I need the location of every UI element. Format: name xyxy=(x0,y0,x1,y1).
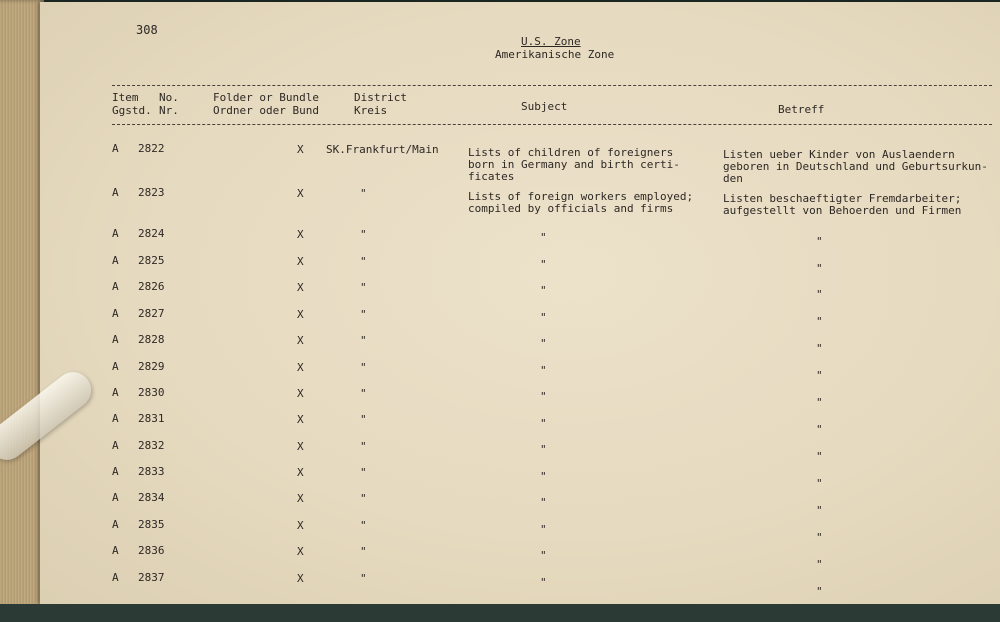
row-betreff: Listen ueber Kinder von Auslaendern geboren in Deutschland und Geburtsurkun- den xyxy=(723,148,988,185)
row-bundle-mark: X xyxy=(297,361,304,374)
header-district: District Kreis xyxy=(354,91,407,117)
row-bundle-mark: X xyxy=(297,143,304,156)
row-subject-ditto: " xyxy=(540,549,547,562)
row-subject: Lists of children of foreigners born in Germany and birth certi- ficates xyxy=(468,146,680,183)
row-number: 2824 xyxy=(138,227,165,240)
row-betreff-ditto: " xyxy=(816,369,823,382)
row-number: 2826 xyxy=(138,280,165,293)
zone-subtitle: Amerikanische Zone xyxy=(495,48,615,61)
row-district-ditto: " xyxy=(360,281,367,294)
row-number: 2832 xyxy=(138,439,165,452)
row-item: A xyxy=(112,465,119,478)
row-district-ditto: " xyxy=(360,466,367,479)
row-district-ditto: " xyxy=(360,334,367,347)
row-item: A xyxy=(112,307,119,320)
row-betreff-ditto: " xyxy=(816,504,823,517)
row-number: 2833 xyxy=(138,465,165,478)
row-bundle-mark: X xyxy=(297,308,304,321)
row-item: A xyxy=(112,142,119,155)
row-number: 2825 xyxy=(138,254,165,267)
row-subject-ditto: " xyxy=(540,337,547,350)
header-betreff: Betreff xyxy=(778,103,825,116)
row-betreff-ditto: " xyxy=(816,342,823,355)
row-subject-ditto: " xyxy=(540,231,547,244)
row-subject-ditto: " xyxy=(540,311,547,324)
row-bundle-mark: X xyxy=(297,255,304,268)
row-bundle-mark: X xyxy=(297,466,304,479)
row-item: A xyxy=(112,360,119,373)
row-subject-ditto: " xyxy=(540,523,547,536)
row-bundle-mark: X xyxy=(297,281,304,294)
row-betreff-ditto: " xyxy=(816,288,823,301)
row-item: A xyxy=(112,439,119,452)
row-subject-ditto: " xyxy=(540,284,547,297)
zone-title: U.S. Zone xyxy=(521,35,581,48)
row-item: A xyxy=(112,333,119,346)
row-district-ditto: " xyxy=(360,413,367,426)
row-number: 2827 xyxy=(138,307,165,320)
row-bundle-mark: X xyxy=(297,187,304,200)
row-number: 2830 xyxy=(138,386,165,399)
row-number: 2829 xyxy=(138,360,165,373)
row-subject-ditto: " xyxy=(540,417,547,430)
row-district-ditto: " xyxy=(360,492,367,505)
row-betreff-ditto: " xyxy=(816,585,823,598)
row-subject: Lists of foreign workers employed; compiled by officials and firms xyxy=(468,190,694,215)
row-item: A xyxy=(112,518,119,531)
row-item: A xyxy=(112,186,119,199)
row-subject-ditto: " xyxy=(540,390,547,403)
header-item: Item Ggstd. xyxy=(112,91,152,117)
header-top-rule xyxy=(112,85,992,86)
row-district-ditto: " xyxy=(360,545,367,558)
row-item: A xyxy=(112,491,119,504)
row-district-ditto: " xyxy=(360,361,367,374)
page-number: 308 xyxy=(136,23,158,37)
row-bundle-mark: X xyxy=(297,492,304,505)
ledger-sheet xyxy=(40,2,1000,604)
row-betreff: Listen beschaeftigter Fremdarbeiter; aufgestellt von Behoerden und Firmen xyxy=(723,192,962,217)
row-betreff-ditto: " xyxy=(816,450,823,463)
row-district-ditto: " xyxy=(360,440,367,453)
row-subject-ditto: " xyxy=(540,364,547,377)
row-item: A xyxy=(112,412,119,425)
row-item: A xyxy=(112,254,119,267)
row-item: A xyxy=(112,280,119,293)
row-bundle-mark: X xyxy=(297,519,304,532)
row-number: 2822 xyxy=(138,142,165,155)
row-betreff-ditto: " xyxy=(816,235,823,248)
row-bundle-mark: X xyxy=(297,334,304,347)
row-district-ditto: " xyxy=(360,572,367,585)
row-subject-ditto: " xyxy=(540,470,547,483)
row-betreff-ditto: " xyxy=(816,531,823,544)
row-item: A xyxy=(112,227,119,240)
header-no: No. Nr. xyxy=(159,91,179,117)
row-number: 2835 xyxy=(138,518,165,531)
row-subject-ditto: " xyxy=(540,496,547,509)
header-folder-bundle: Folder or Bundle Ordner oder Bund xyxy=(213,91,319,117)
row-number: 2828 xyxy=(138,333,165,346)
row-betreff-ditto: " xyxy=(816,315,823,328)
row-betreff-ditto: " xyxy=(816,558,823,571)
row-item: A xyxy=(112,386,119,399)
row-district-ditto: " xyxy=(360,308,367,321)
row-number: 2834 xyxy=(138,491,165,504)
book-page-edges xyxy=(0,0,44,622)
row-betreff-ditto: " xyxy=(816,423,823,436)
header-bottom-rule xyxy=(112,124,992,125)
header-subject: Subject xyxy=(521,100,568,113)
row-bundle-mark: X xyxy=(297,440,304,453)
row-bundle-mark: X xyxy=(297,572,304,585)
row-subject-ditto: " xyxy=(540,443,547,456)
row-bundle-mark: X xyxy=(297,413,304,426)
row-district-ditto: " xyxy=(360,519,367,532)
row-bundle-mark: X xyxy=(297,545,304,558)
row-betreff-ditto: " xyxy=(816,262,823,275)
row-district-ditto: " xyxy=(360,187,367,200)
row-item: A xyxy=(112,571,119,584)
scanner-bed xyxy=(0,604,1000,622)
row-subject-ditto: " xyxy=(540,576,547,589)
row-bundle-mark: X xyxy=(297,228,304,241)
row-district-ditto: " xyxy=(360,255,367,268)
row-bundle-mark: X xyxy=(297,387,304,400)
row-number: 2823 xyxy=(138,186,165,199)
row-number: 2837 xyxy=(138,571,165,584)
row-district-ditto: " xyxy=(360,387,367,400)
row-district-ditto: " xyxy=(360,228,367,241)
row-betreff-ditto: " xyxy=(816,396,823,409)
row-number: 2836 xyxy=(138,544,165,557)
row-item: A xyxy=(112,544,119,557)
row-number: 2831 xyxy=(138,412,165,425)
row-district: SK.Frankfurt/Main xyxy=(326,143,439,156)
row-subject-ditto: " xyxy=(540,258,547,271)
row-betreff-ditto: " xyxy=(816,477,823,490)
